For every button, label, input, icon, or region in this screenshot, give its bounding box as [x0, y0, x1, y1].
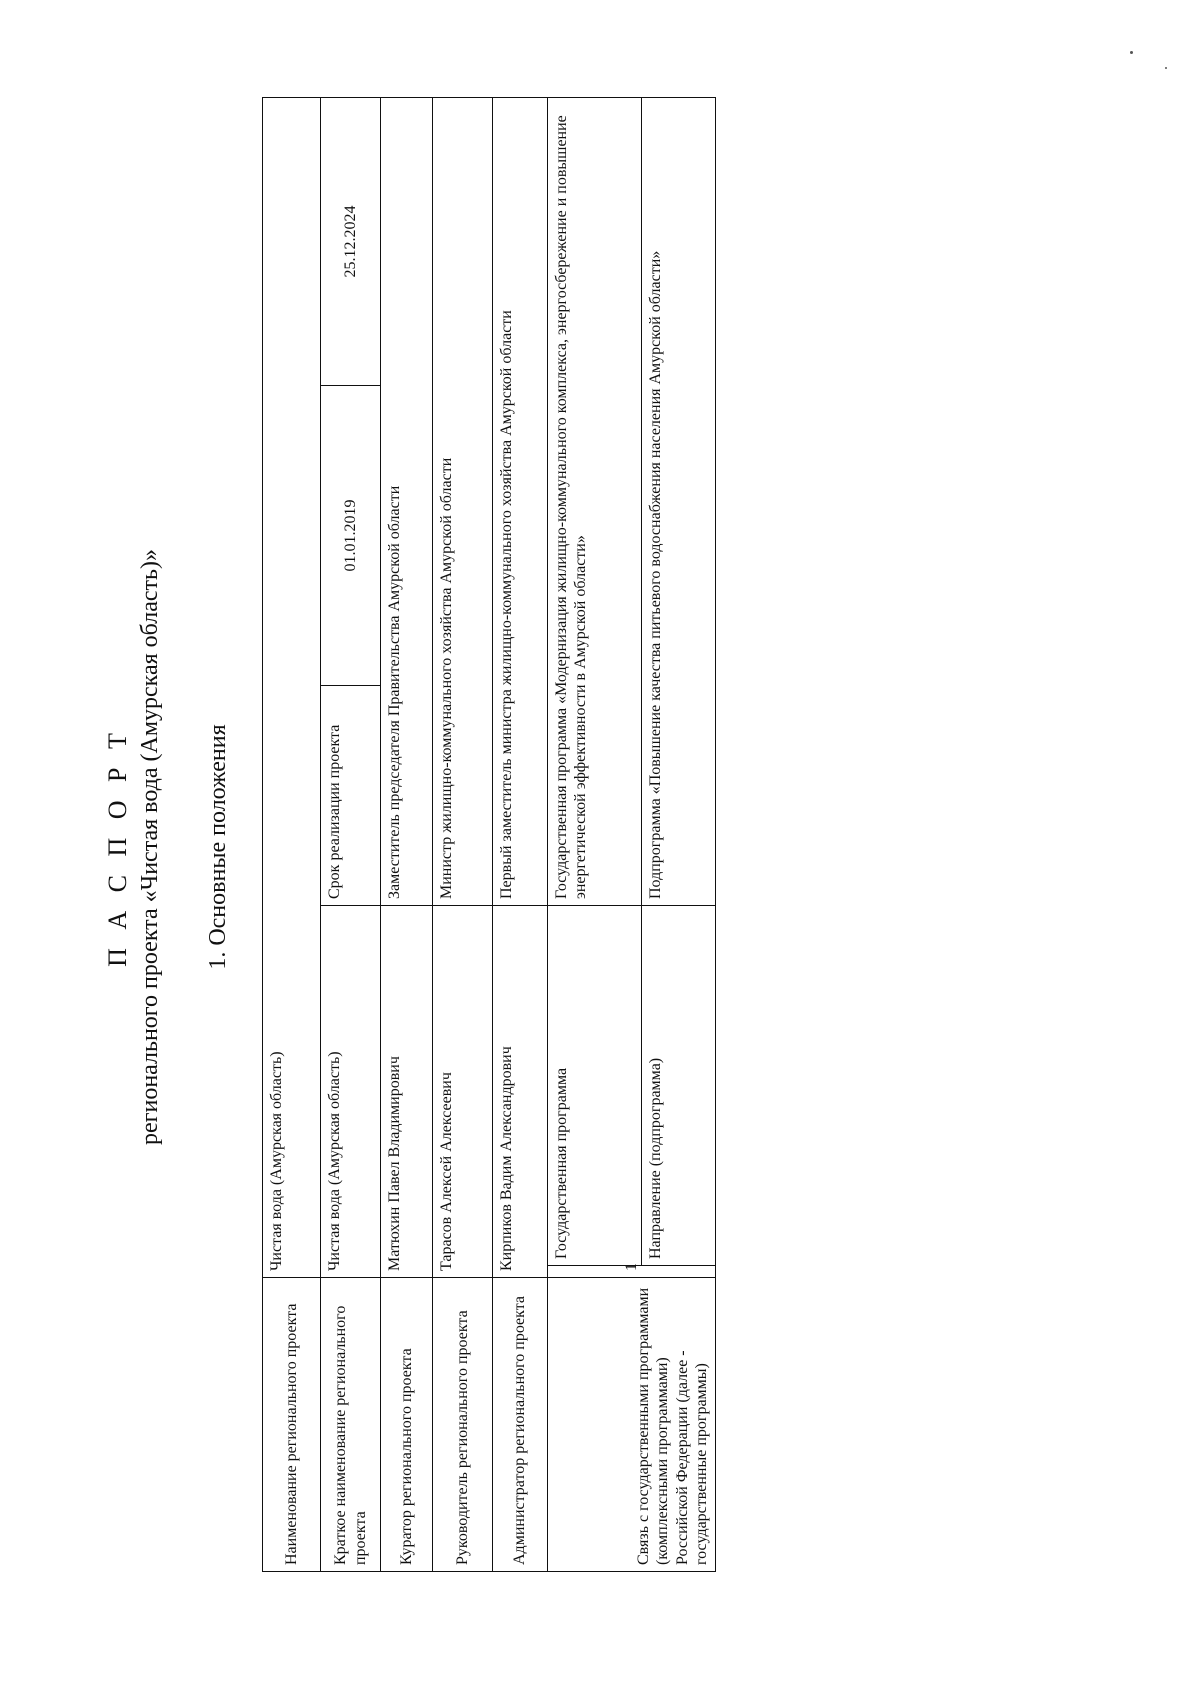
- state-program-label: Государственная программа: [548, 906, 642, 1266]
- passport-table: [262, 97, 716, 1572]
- row-label-head: Руководитель регионального проекта: [433, 1278, 493, 1572]
- program-number: 1: [548, 1266, 716, 1278]
- state-program-value: Государственная программа «Модернизация жилищно-коммунального комплекса, энергосбережение и повышение энергетической эффективности в Амурской области»: [548, 98, 642, 906]
- table-row: [381, 98, 433, 1572]
- period-end: 25.12.2024: [321, 98, 381, 386]
- curator-position: Заместитель председателя Правительства Амурской области: [381, 98, 433, 906]
- short-name-value: Чистая вода (Амурская область): [321, 906, 381, 1278]
- subprogram-value: Подпрограмма «Повышение качества питьевого водоснабжения населения Амурской области»: [642, 98, 716, 906]
- section-title: 1. Основные положения: [205, 724, 231, 970]
- admin-position: Первый заместитель министра жилищно-коммунального хозяйства Амурской области: [493, 98, 548, 906]
- head-position: Министр жилищно-коммунального хозяйства Амурской области: [433, 98, 493, 906]
- period-label: Срок реализации проекта: [321, 686, 381, 906]
- curator-name: Матюхин Павел Владимирович: [381, 906, 433, 1278]
- subprogram-label: Направление (подпрограмма): [642, 906, 716, 1266]
- row-label-admin: Администратор регионального проекта: [493, 1278, 548, 1572]
- document-subtitle: регионального проекта «Чистая вода (Амурская область)»: [137, 549, 163, 1146]
- table-row: [493, 98, 548, 1572]
- scan-speck: [1165, 67, 1167, 69]
- period-start: 01.01.2019: [321, 386, 381, 686]
- row-label-curator: Куратор регионального проекта: [381, 1278, 433, 1572]
- row-label-short-name: Краткое наименование регионального проекта: [321, 1278, 381, 1572]
- document-title: П А С П О Р Т: [103, 727, 132, 967]
- scan-speck: [1130, 51, 1133, 54]
- table-row: [433, 98, 493, 1572]
- project-name-value: Чистая вода (Амурская область): [263, 98, 321, 1278]
- table-row: [263, 98, 321, 1572]
- head-name: Тарасов Алексей Алексеевич: [433, 906, 493, 1278]
- admin-name: Кирпиков Вадим Александрович: [493, 906, 548, 1278]
- row-label-programs-link: Связь с государственными программами (комплексными программами) Российской Федерации (далее - государственные программы): [548, 1278, 716, 1572]
- row-label-project-name: Наименование регионального проекта: [263, 1278, 321, 1572]
- table-row: [321, 98, 381, 1572]
- table-row: [548, 98, 642, 1572]
